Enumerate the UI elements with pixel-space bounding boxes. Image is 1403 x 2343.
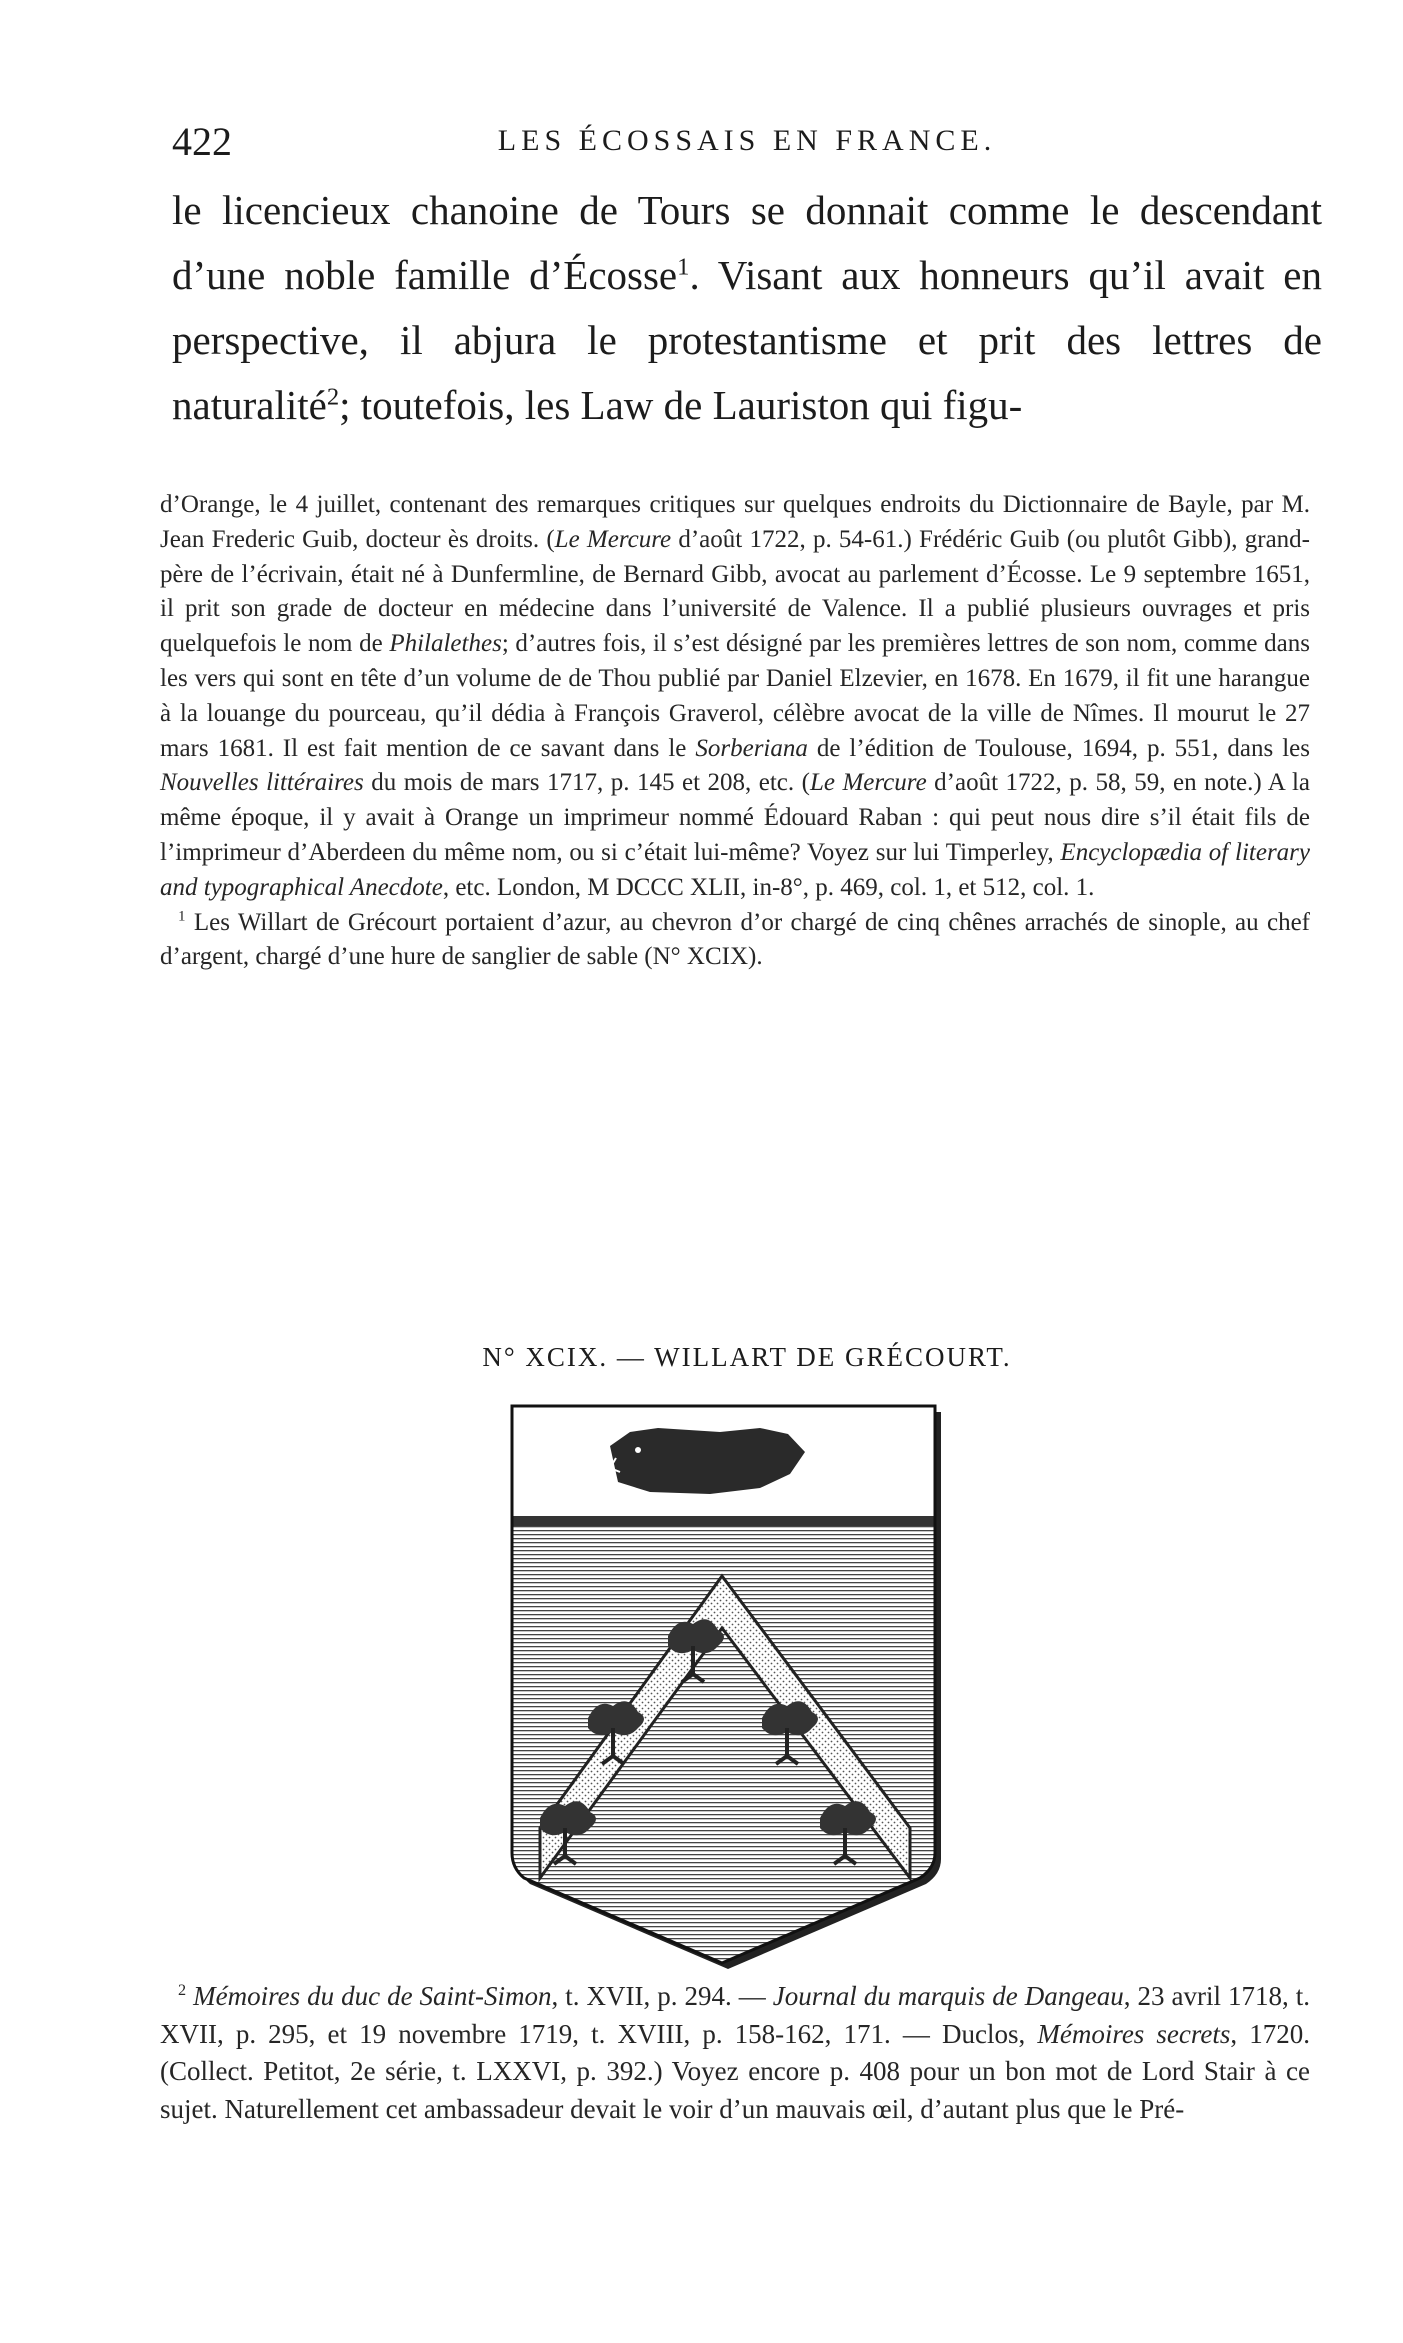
- main-text: [172, 178, 1322, 438]
- footnote-ref-1: 1: [677, 253, 690, 281]
- body-paragraph: le licencieux chanoine de Tours se donnait comme le descendant d’une noble famille d’Écosse$^1$. Visant aux honneurs qu’il avait en perspective, il abjura le protestantisme et prit des lettres de naturalité$^2$; toutefois, les Law de Lauriston qui figu-: [172, 187, 1322, 428]
- running-header: [172, 118, 1322, 166]
- footnote-continued: d’Orange, le 4 juillet, contenant des remarques critiques sur quelques endroits du Dictionnaire de Bayle, par M. Jean Frederic Guib, docteur ès droits. (Le Mercure d’août 1722, p. 54-61.) Frédéric Guib (ou plutôt Gibb), grand-père de l’écrivain, était né à Dunfermline, de Bernard Gibb, avocat au parlement d’Écosse. Le 9 septembre 1651, il prit son grade de docteur en médecine dans l’université de Valence. Il a publié plusieurs ouvrages et pris quelquefois le nom de Philalethes; d’autres fois, il s’est désigné par les premières lettres de son nom, comme dans les vers qui sont en tête d’un volume de de Thou publié par Daniel Elzevier, en 1678. En 1679, il fit une harangue à la louange du pourceau, qu’il dédia à François Graverol, célèbre avocat de la ville de Nîmes. Il mourut le 27 mars 1681. Il est fait mention de ce savant dans le Sorberiana de l’édition de Toulouse, 1694, p. 551, dans les Nouvelles littéraires du mois de mars 1717, p. 145 et 208, etc. (Le Mercure d’août 1722, p. 58, 59, en note.) A la même époque, il y avait à Orange un imprimeur nommé Édouard Raban : qui peut nous dire s’il était fils de l’imprimeur d’Aberdeen du même nom, ou si c’était lui-même? Voyez sur lui Timperley, Encyclopædia of literary and typographical Anecdote, etc. London, M DCCC XLII, in-8°, p. 469, col. 1, et 512, col. 1.: [160, 491, 1311, 901]
- footnote-2: $^2$ Mémoires du duc de Saint-Simon, t. XVII, p. 294. — Journal du marquis de Dangeau, 23 avril 1718, t. XVII, p. 295, et 19 novembre 1719, t. XVIII, p. 158-162, 171. — Duclos, Mémoires secrets, 1720. (Collect. Petitot, 2e série, t. LXXVI, p. 392.) Voyez encore p. 408 pour un bon mot de Lord Stair à ce sujet. Naturellement cet ambassadeur devait le voir d’un mauvais œil, d’autant plus que le Pré-: [160, 1981, 1311, 2124]
- coat-of-arms-icon: [500, 1398, 945, 1970]
- footnote-ref-2: 2: [326, 383, 340, 411]
- footnotes-top: [160, 488, 1310, 975]
- running-title: LES ÉCOSSAIS EN FRANCE.: [497, 124, 997, 157]
- figure-caption: N° XCIX. — WILLART DE GRÉCOURT.: [482, 1342, 1012, 1372]
- page-number: 422: [172, 119, 232, 164]
- footnote-1: $^1$ Les Willart de Grécourt portaient d’azur, au chevron d’or chargé de cinq chênes arrachés de sinople, au chef d’argent, chargé d’une hure de sanglier de sable (N° XCIX).: [160, 908, 1310, 971]
